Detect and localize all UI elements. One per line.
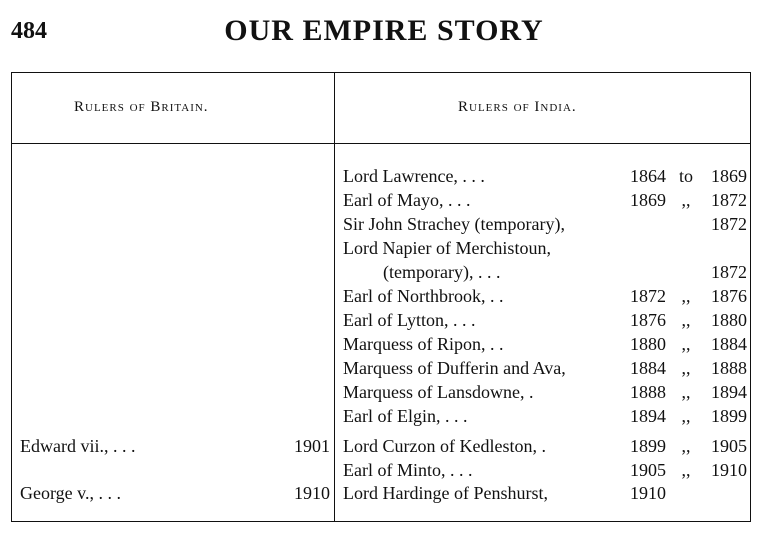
header-rule (12, 143, 750, 144)
india-row (343, 357, 748, 379)
ruler-name: Lord Napier of Merchistoun, (343, 238, 551, 258)
india-row (343, 381, 748, 403)
page-number: 484 (11, 18, 47, 44)
start-year: 1910 (630, 483, 666, 503)
start-year: 1880 (630, 334, 666, 354)
start-year: 1905 (630, 460, 666, 480)
india-row (343, 405, 748, 427)
end-year: 1872 (711, 262, 747, 282)
india-row (343, 165, 748, 187)
start-year: 1899 (630, 436, 666, 456)
india-row (343, 285, 748, 307)
ruler-year: 1910 (294, 483, 330, 503)
india-row (343, 482, 748, 504)
india-column-heading: Rulers of India. (458, 99, 577, 115)
ruler-name: Earl of Elgin, . . . (343, 406, 468, 426)
rulers-table (11, 72, 751, 522)
year-separator: ,, (681, 358, 691, 378)
year-separator: to (678, 166, 693, 186)
year-separator: ,, (681, 334, 691, 354)
end-year: 1899 (711, 406, 747, 426)
ruler-name: Earl of Lytton, . . . (343, 310, 476, 330)
india-row (343, 189, 748, 211)
india-row (343, 309, 748, 331)
end-year: 1880 (711, 310, 747, 330)
year-separator: ,, (681, 382, 691, 402)
britain-row (20, 435, 330, 457)
ruler-name: Marquess of Ripon, . . (343, 334, 504, 354)
britain-column-heading: Rulers of Britain. (74, 99, 209, 115)
ruler-year: 1901 (294, 436, 330, 456)
start-year: 1888 (630, 382, 666, 402)
india-row (343, 237, 748, 259)
year-separator: ,, (681, 406, 691, 426)
start-year: 1894 (630, 406, 666, 426)
start-year: 1876 (630, 310, 666, 330)
ruler-name: Lord Hardinge of Penshurst, (343, 483, 548, 503)
ruler-name: Marquess of Lansdowne, . (343, 382, 534, 402)
ruler-name: Sir John Strachey (temporary), (343, 214, 565, 234)
end-year: 1888 (711, 358, 747, 378)
india-row (343, 261, 748, 283)
india-row (343, 459, 748, 481)
ruler-name: Lord Curzon of Kedleston, . (343, 436, 546, 456)
start-year: 1864 (630, 166, 666, 186)
year-separator: ,, (681, 286, 691, 306)
india-row (343, 333, 748, 355)
start-year: 1872 (630, 286, 666, 306)
end-year: 1872 (711, 190, 747, 210)
year-separator: ,, (681, 436, 691, 456)
end-year: 1894 (711, 382, 747, 402)
ruler-name: Earl of Mayo, . . . (343, 190, 471, 210)
end-year: 1905 (711, 436, 747, 456)
year-separator: ,, (681, 190, 691, 210)
year-separator: ,, (681, 460, 691, 480)
year-separator: ,, (681, 310, 691, 330)
ruler-name: Lord Lawrence, . . . (343, 166, 485, 186)
india-row (343, 435, 748, 457)
ruler-name: (temporary), . . . (383, 262, 501, 282)
column-divider (334, 73, 335, 521)
start-year: 1869 (630, 190, 666, 210)
end-year: 1910 (711, 460, 747, 480)
end-year: 1884 (711, 334, 747, 354)
ruler-name: George v., . . . (20, 483, 121, 503)
ruler-name: Edward vii., . . . (20, 436, 136, 456)
ruler-name: Earl of Northbrook, . . (343, 286, 504, 306)
ruler-name: Earl of Minto, . . . (343, 460, 473, 480)
page-header (0, 0, 768, 60)
end-year: 1872 (711, 214, 747, 234)
start-year: 1884 (630, 358, 666, 378)
india-row (343, 213, 748, 235)
ruler-name: Marquess of Dufferin and Ava, (343, 358, 566, 378)
end-year: 1869 (711, 166, 747, 186)
end-year: 1876 (711, 286, 747, 306)
page-title: OUR EMPIRE STORY (224, 14, 544, 47)
britain-row (20, 482, 330, 504)
